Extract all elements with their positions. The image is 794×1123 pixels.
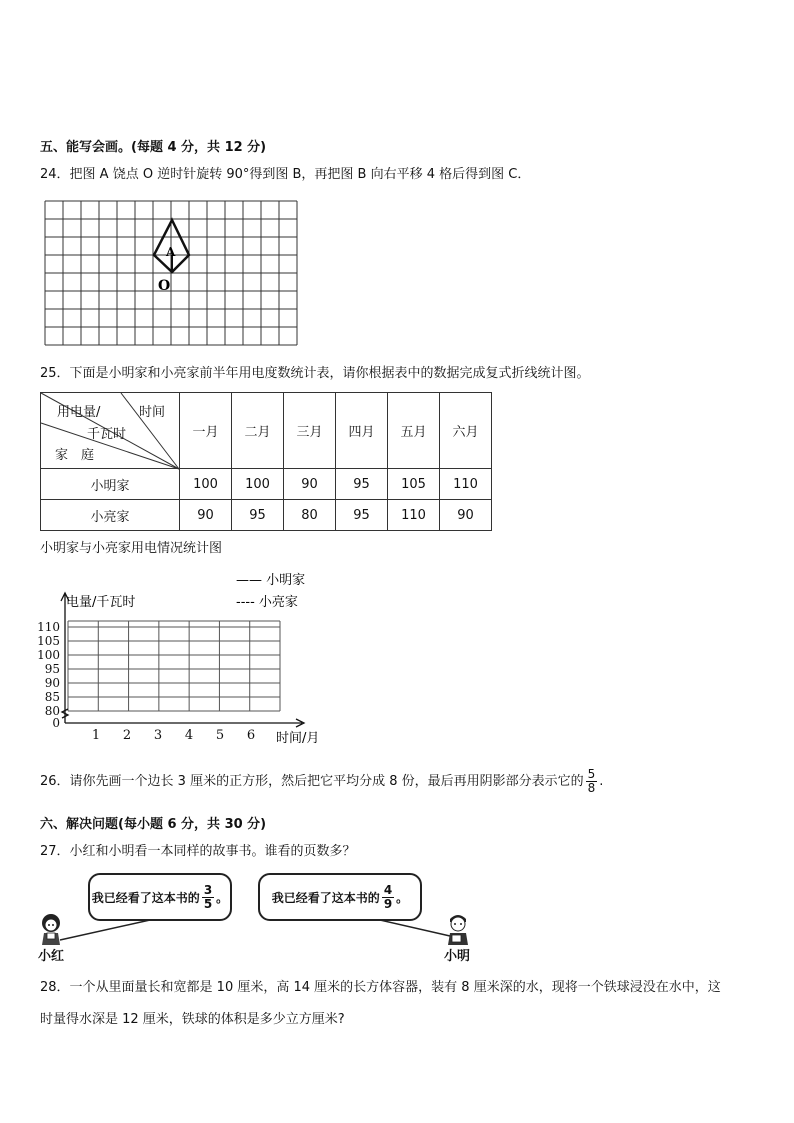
question-28-line-2: 时量得水深是 12 厘米，铁球的体积是多少立方厘米? [40,1012,345,1027]
x-tick-label: 1 [91,728,101,743]
question-28-line-1: 28．一个从里面量长和宽都是 10 厘米，高 14 厘米的长方体容器，装有 8 厘米深的水，现将一个铁球浸没在水中，这 [40,980,721,995]
header-time: 时间 [139,405,166,420]
electricity-table [40,392,492,531]
month-header: 四月 [336,393,388,469]
girl-avatar-icon [38,913,68,945]
y-tick-label: 80 [44,704,60,718]
y-axis-label: 电量/千瓦时 [66,595,136,610]
x-tick-label: 2 [122,728,132,743]
y-tick-label: 90 [44,676,60,690]
bubble-left-end: 。 [216,890,229,905]
point-o-label: O [158,278,171,294]
fraction-numerator: 4 [383,882,393,897]
table-cell: 110 [440,469,492,500]
table-cell: 100 [180,469,232,500]
y-tick-label: 105 [37,634,60,648]
question-27-text: 27．小红和小明看一本同样的故事书。谁看的页数多？ [40,844,356,859]
question-25-text: 25．下面是小明家和小亮家前半年用电度数统计表，请你根据表中的数据完成复式折线统计图。 [40,366,590,381]
y-tick-labels [37,620,60,730]
fraction-denominator: 8 [587,781,596,795]
y-tick-label: 95 [44,662,60,676]
y-tick-label: 0 [52,716,60,730]
fraction-denominator: 9 [383,896,393,911]
x-tick-label: 5 [215,728,225,743]
month-header: 五月 [388,393,440,469]
question-26-text [40,768,603,795]
name-xiaoming: 小明 [444,949,471,964]
fraction-numerator: 3 [203,882,213,897]
fraction-numerator: 5 [587,767,596,781]
family-name: 小亮家 [41,500,180,531]
table-cell: 95 [336,500,388,531]
boy-avatar-icon [444,911,474,945]
x-tick-label: 3 [153,728,163,743]
y-tick-label: 85 [44,690,60,704]
y-tick-label: 100 [37,648,60,662]
header-unit-top: 用电量/ [57,405,101,420]
chart-grid [68,621,280,711]
month-header: 六月 [440,393,492,469]
y-tick-label: 110 [37,620,60,634]
month-header: 一月 [180,393,232,469]
table-cell: 90 [180,500,232,531]
legend-dashed: ---- 小亮家 [236,595,298,610]
chart-axes [61,593,304,727]
table-cell: 100 [232,469,284,500]
section-6-heading: 六、解决问题(每小题 6 分，共 30 分) [40,817,267,832]
table-row [41,469,492,500]
table-row [41,500,492,531]
name-xiaohong: 小红 [38,949,65,964]
q26-text-after: . [599,773,604,789]
shape-a-label: A [166,245,176,259]
table-cell: 90 [284,469,336,500]
section-5-heading: 五、能写会画。(每题 4 分，共 12 分) [40,140,267,155]
table-cell: 105 [388,469,440,500]
x-axis-label: 时间/月 [276,731,320,746]
header-unit-bottom: 千瓦时 [87,427,127,442]
speech-bubble-xiaohong [88,873,232,921]
table-cell: 95 [336,469,388,500]
bubble-right-fraction [382,884,394,911]
q26-fraction [586,768,598,795]
x-tick-label: 4 [184,728,194,743]
bubble-right-end: 。 [396,890,409,905]
chart-title: 小明家与小亮家用电情况统计图 [40,541,223,556]
electricity-line-chart [37,568,340,753]
table-cell: 95 [232,500,284,531]
header-family: 家 庭 [55,448,95,463]
question-24-text: 24．把图 A 饶点 O 逆时针旋转 90°得到图 B，再把图 B 向右平移 4 格后得到图 C． [40,167,531,182]
bubble-left-text: 我已经看了这本书的 [91,890,200,905]
bubble-right-text: 我已经看了这本书的 [271,890,380,905]
fraction-denominator: 5 [203,896,213,911]
table-cell: 80 [284,500,336,531]
month-header: 三月 [284,393,336,469]
table-cell: 110 [388,500,440,531]
month-header: 二月 [232,393,284,469]
bubble-left-fraction [202,884,214,911]
legend-solid: —— 小明家 [236,573,306,588]
speech-bubble-xiaoming [258,873,422,921]
x-tick-labels [92,728,255,743]
q26-text-before: 26．请你先画一个边长 3 厘米的正方形，然后把它平均分成 8 份，最后再用阴影部分表示它的 [40,773,584,789]
axis-break [62,709,68,718]
family-name: 小明家 [41,469,180,500]
x-tick-label: 6 [246,728,256,743]
table-diagonal-header [41,393,180,469]
table-cell: 90 [440,500,492,531]
q24-grid-figure [44,200,302,345]
